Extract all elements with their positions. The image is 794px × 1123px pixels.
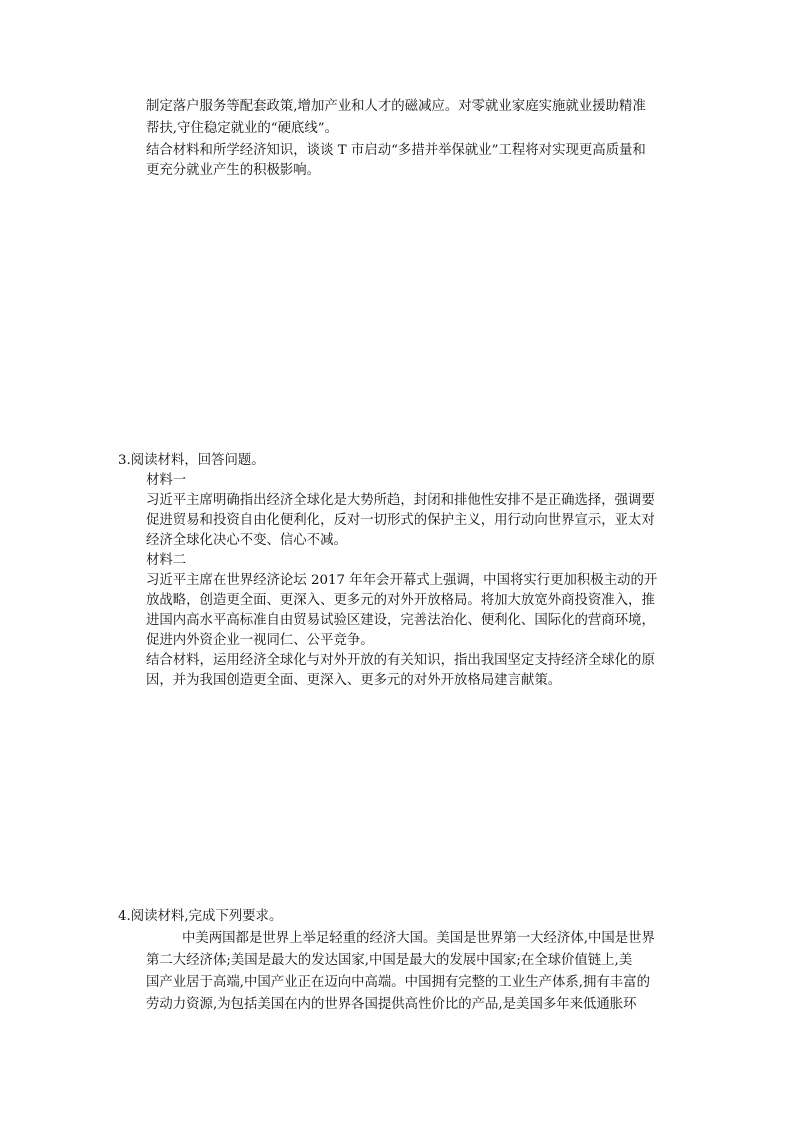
q4-text-line: 国产业居于高端,中国产业正在迈向中高端。中国拥有完整的工业生产体系,拥有丰富的 xyxy=(146,975,650,990)
q3-task-line: 因，并为我国创造更全面、更深入、更多元的对外开放格局建言献策。 xyxy=(146,673,562,688)
q3-heading: 3.阅读材料，回答问题。 xyxy=(118,453,265,468)
q3-material-2-line: 促进内外资企业一视同仁、公平竞争。 xyxy=(146,633,374,648)
q2-text-line: 帮扶,守住稳定就业的“硬底线”。 xyxy=(146,121,339,136)
q3-task-line: 结合材料，运用经济全球化与对外开放的有关知识，指出我国坚定支持经济全球化的原 xyxy=(146,653,655,668)
q2-task-line: 结合材料和所学经济知识，谈谈 T 市启动“多措并举保就业”工程将对实现更高质量和 xyxy=(146,143,646,158)
q3-material-1-line: 促进贸易和投资自由化便利化，反对一切形式的保护主义，用行动向世界宣示，亚太对 xyxy=(146,513,655,528)
q2-task-line: 更充分就业产生的积极影响。 xyxy=(146,163,321,178)
q4-text-line: 第二大经济体;美国是最大的发达国家,中国是最大的发展中国家;在全球价值链上,美 xyxy=(146,953,633,968)
q2-text-line: 制定落户服务等配套政策,增加产业和人才的磁减应。对零就业家庭实施就业援助精准 xyxy=(146,99,646,114)
q3-material-1-line: 经济全球化决心不变、信心不减。 xyxy=(146,533,347,548)
q3-material-2-line: 进国内高水平高标准自由贸易试验区建设，完善法治化、便利化、国际化的营商环境， xyxy=(146,613,655,628)
q3-material-1-line: 习近平主席明确指出经济全球化是大势所趋，封闭和排他性安排不是正确选择，强调要 xyxy=(146,493,655,508)
q3-material-2-line: 习近平主席在世界经济论坛 2017 年年会开幕式上强调，中国将实行更加积极主动的开 xyxy=(146,573,658,588)
q4-text-line: 劳动力资源,为包括美国在内的世界各国提供高性价比的产品,是美国多年来低通胀环 xyxy=(146,997,637,1012)
q4-heading: 4.阅读材料,完成下列要求。 xyxy=(118,909,283,924)
q4-text-line: 中美两国都是世界上举足轻重的经济大国。美国是世界第一大经济体,中国是世界 xyxy=(182,931,655,946)
q3-material-1-title: 材料一 xyxy=(146,473,187,488)
q3-material-2-line: 放战略，创造更全面、更深入、更多元的对外开放格局。将加大放宽外商投资准入，推 xyxy=(146,593,655,608)
q3-material-2-title: 材料二 xyxy=(146,553,187,568)
